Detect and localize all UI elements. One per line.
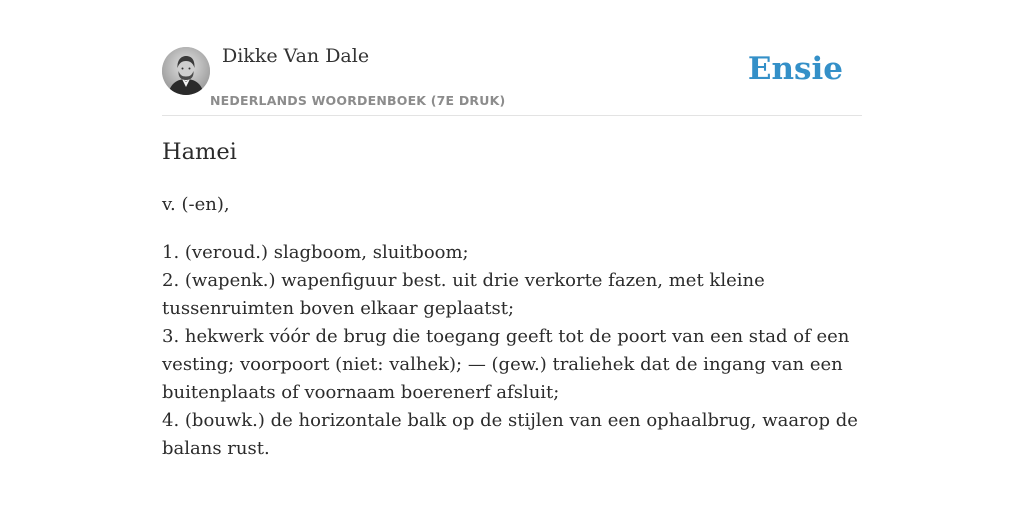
entry-senses-list xyxy=(162,239,862,463)
entry-grammar: v. (-en), xyxy=(162,194,230,215)
dictionary-page xyxy=(162,0,862,512)
page-header xyxy=(162,0,862,116)
sense-item: 2. (wapenk.) wapenfiguur best. uit drie verkorte fazen, met kleine tussenruimten boven elkaar geplaatst; xyxy=(162,270,765,319)
dictionary-source-label[interactable]: NEDERLANDS WOORDENBOEK (7E DRUK) xyxy=(210,93,506,108)
sense-item: 1. (veroud.) slagboom, sluitboom; xyxy=(162,242,469,263)
ensie-logo-link[interactable]: Ensie xyxy=(747,51,843,87)
author-avatar[interactable] xyxy=(162,47,210,95)
sense-item: 4. (bouwk.) de horizontale balk op de stijlen van een ophaalbrug, waarop de balans rust. xyxy=(162,410,858,459)
author-name[interactable]: Dikke Van Dale xyxy=(222,45,370,67)
entry-term: Hamei xyxy=(162,139,237,165)
sense-item: 3. hekwerk vóór de brug die toegang geeft tot de poort van een stad of een vesting; voorpoort (niet: valhek); — (gew.) traliehek dat de ingang van een buitenplaats of voornaam boerenerf afsluit; xyxy=(162,326,850,403)
portrait-icon xyxy=(162,47,210,95)
